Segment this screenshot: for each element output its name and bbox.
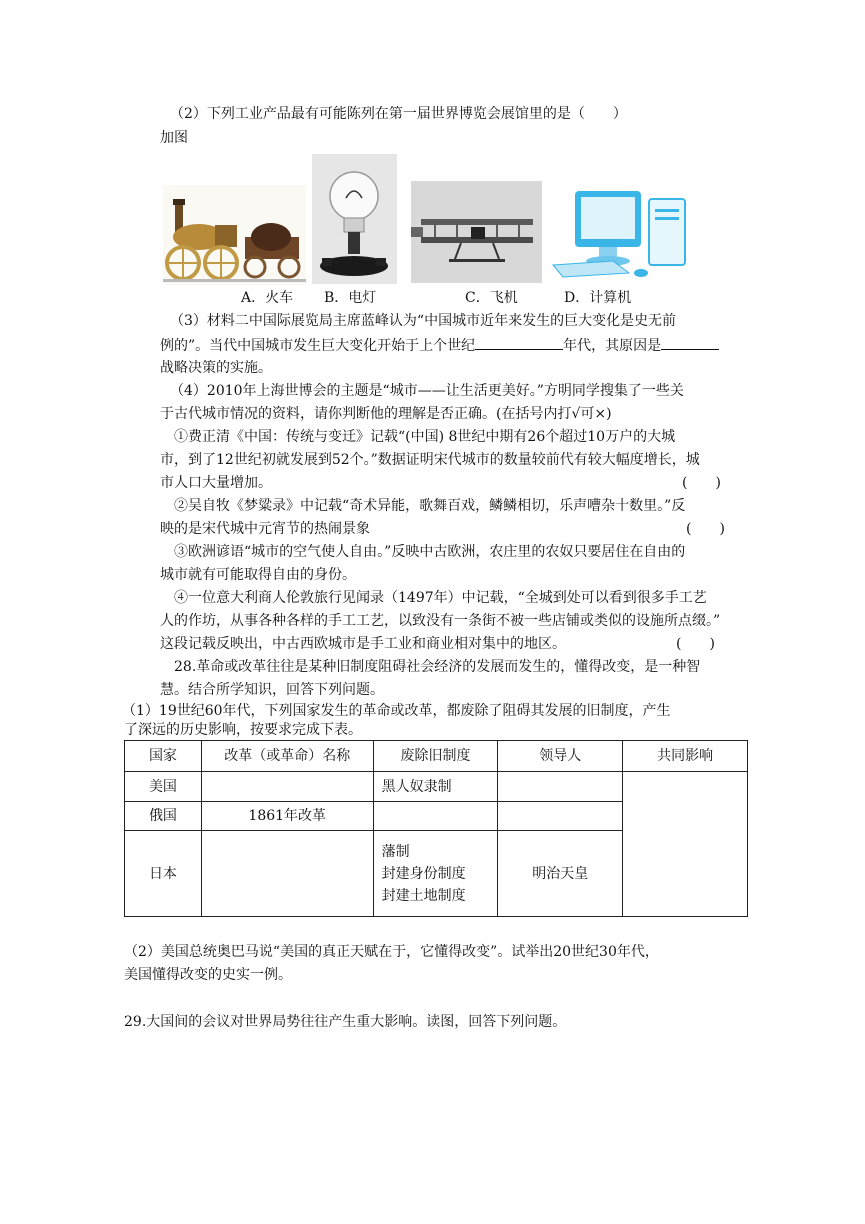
q28-sub2-line1: （2）美国总统奥巴马说“美国的真正天赋在于，它懂得改变”。试举出20世纪30年代， xyxy=(124,944,659,960)
cell-country: 俄国 xyxy=(125,802,202,831)
q28-line1: 28.革命或改革往往是某种旧制度阻碍社会经济的发展而发生的，懂得改变，是一种智 xyxy=(174,659,701,675)
q3-line3: 战略决策的实施。 xyxy=(160,360,272,376)
reform-table xyxy=(124,740,748,917)
q28-sub1-line2: 了深远的历史影响，按要求完成下表。 xyxy=(124,722,362,738)
q3-blank-decade[interactable] xyxy=(475,335,563,350)
q2-note: 加图 xyxy=(160,130,188,146)
q28-sub2-line2: 美国懂得改变的史实一例。 xyxy=(124,967,292,983)
cell-leader-blank[interactable] xyxy=(498,772,623,802)
q4-item2-l1: ②吴自牧《梦粱录》中记载“奇术异能，歌舞百戏，鳞鳞相切，乐声嘈杂十数里。”反 xyxy=(174,498,686,514)
option-b-caption: B．电灯 xyxy=(324,290,377,306)
cell-leader: 明治天皇 xyxy=(498,831,623,917)
biplane-image xyxy=(411,181,542,283)
q4-item4-l2: 人的作坊，从事各种各样的手工工艺，以致没有一条街不被一些店铺或类似的设施所点缀。” xyxy=(160,613,721,629)
q3-blank-reason[interactable] xyxy=(661,335,719,350)
option-c-caption: C．飞机 xyxy=(465,290,518,306)
header-leader: 领导人 xyxy=(498,741,623,772)
cell-abolished-system-list: 藩制 封建身份制度 封建土地制度 xyxy=(373,831,498,917)
q28-sub1-line1: （1）19世纪60年代，下列国家发生的革命或改革，都废除了阻碍其发展的旧制度，产生 xyxy=(122,703,671,719)
q4-item1-answer-paren[interactable]: ( ) xyxy=(682,475,721,491)
q2-text: （2）下列工业产品最有可能陈列在第一届世界博览会展馆里的是（ ） xyxy=(170,106,627,122)
cell-reform-name-blank[interactable] xyxy=(201,831,373,917)
header-reform-name: 改革（或革命）名称 xyxy=(201,741,373,772)
q4-item2-answer-paren[interactable]: ( ) xyxy=(686,521,725,537)
q4-line1: （4）2010年上海世博会的主题是“城市——让生活更美好。”方明同学搜集了一些关 xyxy=(170,383,684,399)
q4-item4-answer-paren[interactable]: ( ) xyxy=(676,636,715,652)
table-row xyxy=(125,772,748,802)
cell-common-impact-blank[interactable] xyxy=(623,772,748,917)
header-country: 国家 xyxy=(125,741,202,772)
q4-item2-l2: 映的是宋代城中元宵节的热闹景象 xyxy=(160,521,370,537)
cell-country: 美国 xyxy=(125,772,202,802)
light-bulb-image xyxy=(312,154,397,284)
steam-locomotive-image xyxy=(163,185,306,285)
q4-item1-l3: 市人口大量增加。 xyxy=(160,475,272,491)
cell-country: 日本 xyxy=(125,831,202,917)
q4-item1-l2: 市，到了12世纪初就发展到52个。”数据证明宋代城市的数量较前代有较大幅度增长，城 xyxy=(160,452,700,468)
q4-item4-l3: 这段记载反映出，中古西欧城市是手工业和商业相对集中的地区。 xyxy=(160,636,566,652)
q28-line2: 慧。结合所学知识，回答下列问题。 xyxy=(160,682,384,698)
q4-item3-l1: ③欧洲谚语“城市的空气使人自由。”反映中古欧洲，农庄里的农奴只要居住在自由的 xyxy=(174,544,686,560)
header-common-impact: 共同影响 xyxy=(623,741,748,772)
cell-reform-name: 1861年改革 xyxy=(201,802,373,831)
cell-abolished-system-blank[interactable] xyxy=(373,802,498,831)
q3-line1: （3）材料二中国际展览局主席蓝峰认为“中国城市近年来发生的巨大变化是史无前 xyxy=(170,313,677,329)
q4-line2: 于古代城市情况的资料，请你判断他的理解是否正确。(在括号内打√可×) xyxy=(160,406,612,422)
cell-reform-name-blank[interactable] xyxy=(201,772,373,802)
computer-image xyxy=(549,181,695,283)
q4-item1-l1: ①费正清《中国：传统与变迁》记载“(中国) 8世纪中期有26个超过10万户的大城 xyxy=(174,429,676,445)
option-a-caption: A．火车 xyxy=(241,290,294,306)
cell-abolished-system: 黑人奴隶制 xyxy=(373,772,498,802)
cell-leader-blank[interactable] xyxy=(498,802,623,831)
q29-line1: 29.大国间的会议对世界局势往往产生重大影响。读图，回答下列问题。 xyxy=(124,1014,567,1030)
q4-item4-l1: ④一位意大利商人伦敦旅行见闻录（1497年）中记载，“全城到处可以看到很多手工艺 xyxy=(174,590,707,606)
q4-item3-l2: 城市就有可能取得自由的身份。 xyxy=(160,567,356,583)
header-abolished-system: 废除旧制度 xyxy=(373,741,498,772)
q3-line2: 例的”。当代中国城市发生巨大变化开始于上个世纪 年代，其原因是 xyxy=(160,335,719,356)
option-d-caption: D．计算机 xyxy=(564,290,632,306)
table-header-row xyxy=(125,741,748,772)
